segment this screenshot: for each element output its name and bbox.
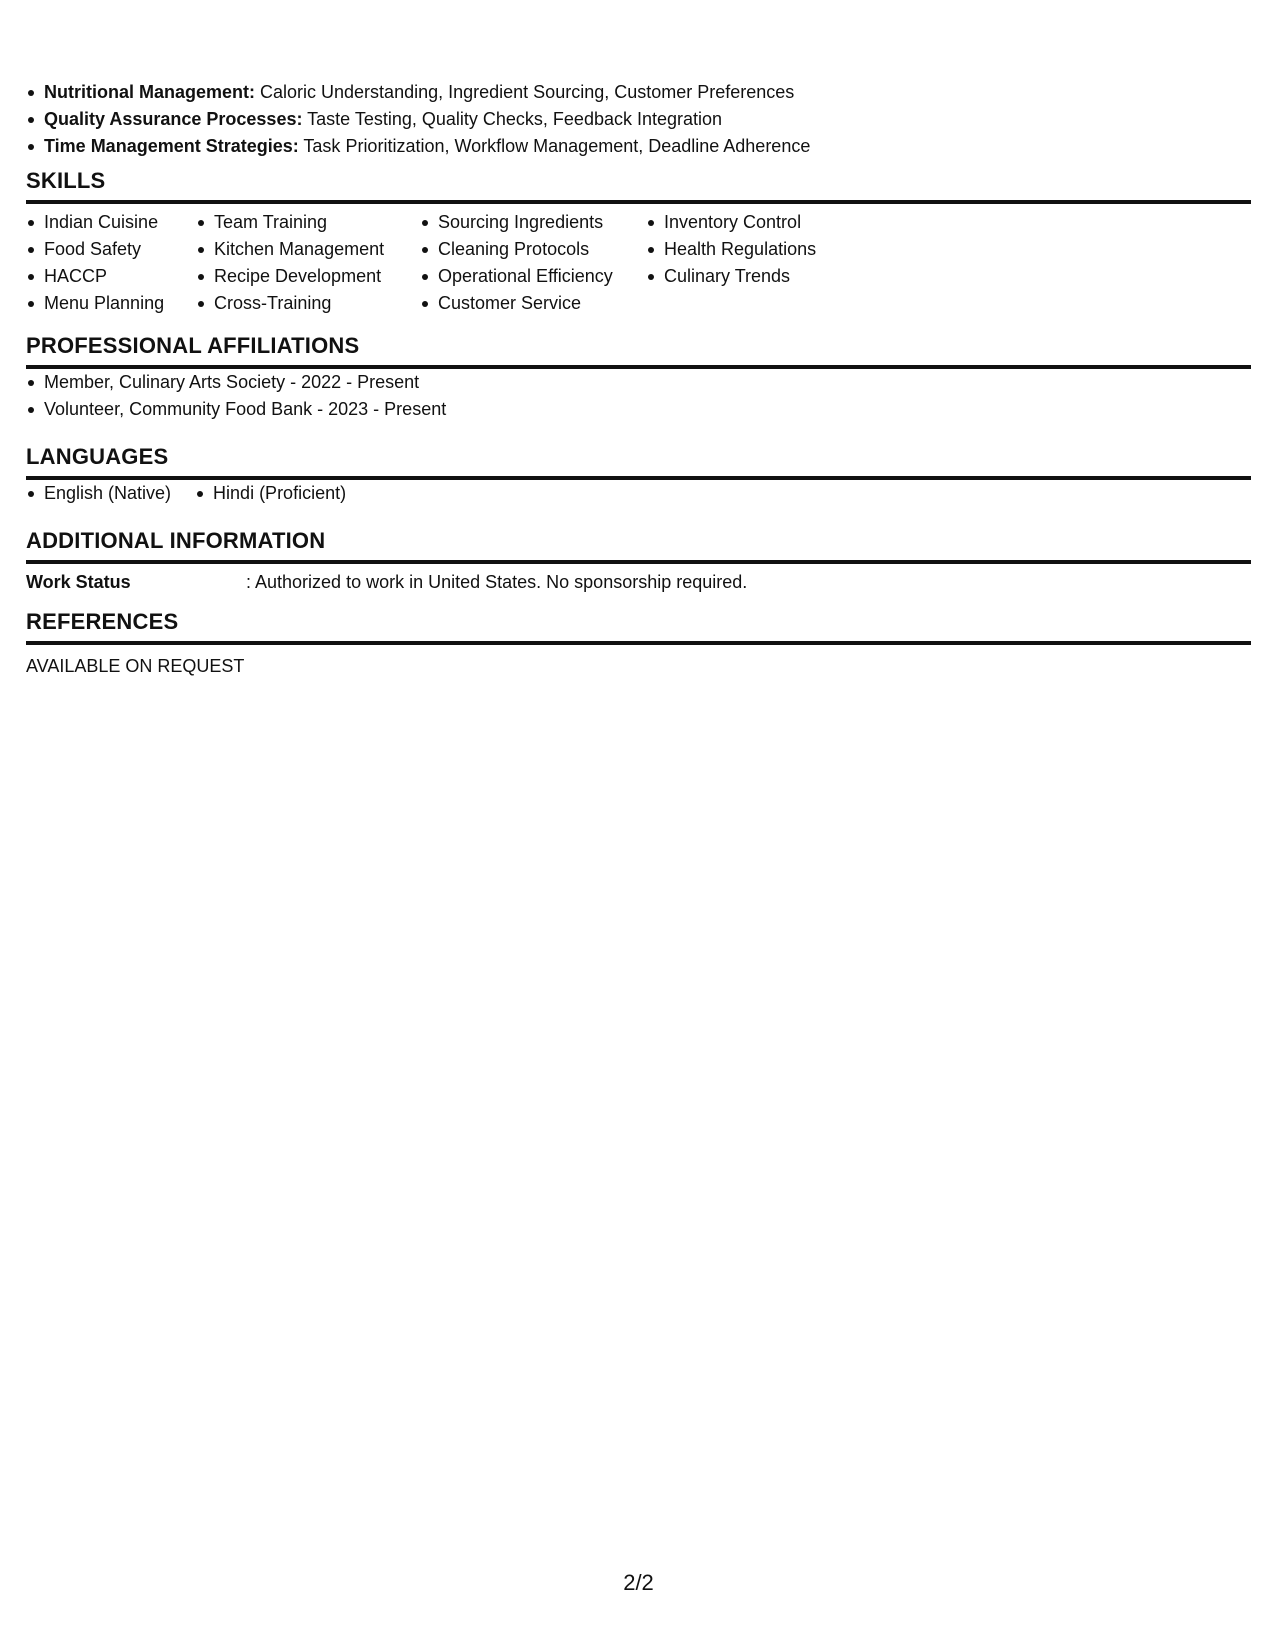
skill-item: Cleaning Protocols — [420, 236, 626, 263]
competency-text: Caloric Understanding, Ingredient Sourcing, Customer Preferences — [255, 82, 795, 102]
languages-list — [26, 480, 1251, 507]
skill-item: Recipe Development — [196, 263, 400, 290]
skills-grid — [26, 204, 1251, 317]
language-item: Hindi (Proficient) — [195, 480, 346, 507]
skills-section — [26, 168, 1251, 317]
skills-column — [420, 209, 626, 317]
references-text: AVAILABLE ON REQUEST — [26, 656, 245, 676]
competency-list — [26, 79, 810, 160]
skill-item: Menu Planning — [26, 290, 176, 317]
additional-info-section — [26, 528, 1251, 596]
resume-page — [26, 0, 1251, 1650]
skill-item: Food Safety — [26, 236, 176, 263]
work-status-value: : Authorized to work in United States. No sponsorship required. — [246, 572, 748, 592]
affiliations-list — [26, 369, 1251, 423]
page-number: 2/2 — [623, 1570, 654, 1595]
skills-column — [646, 209, 846, 317]
skills-column — [196, 209, 400, 317]
references-section — [26, 609, 1251, 680]
language-item: English (Native) — [26, 480, 171, 507]
section-title-affiliations: PROFESSIONAL AFFILIATIONS — [26, 333, 1251, 369]
competency-item — [26, 106, 810, 133]
competency-text: Taste Testing, Quality Checks, Feedback Integration — [302, 109, 723, 129]
competency-label: Nutritional Management: — [44, 82, 256, 102]
skill-item: Cross-Training — [196, 290, 400, 317]
competency-item — [26, 79, 810, 106]
skill-item: Health Regulations — [646, 236, 846, 263]
skill-item: Inventory Control — [646, 209, 846, 236]
section-title-additional-info: ADDITIONAL INFORMATION — [26, 528, 1251, 564]
section-title-references: REFERENCES — [26, 609, 1251, 645]
section-title-languages: LANGUAGES — [26, 444, 1251, 480]
competency-label: Time Management Strategies: — [44, 136, 299, 156]
skill-item: Operational Efficiency — [420, 263, 626, 290]
work-status-label: Work Status — [26, 572, 131, 592]
skill-item: Kitchen Management — [196, 236, 400, 263]
skills-column — [26, 209, 176, 317]
skill-item: Team Training — [196, 209, 400, 236]
competency-text: Task Prioritization, Workflow Management, Deadline Adherence — [298, 136, 811, 156]
competency-item — [26, 133, 810, 160]
affiliation-item: Member, Culinary Arts Society - 2022 - Present — [26, 369, 1251, 396]
work-status-row — [26, 564, 1251, 596]
skill-item: HACCP — [26, 263, 176, 290]
skill-item: Indian Cuisine — [26, 209, 176, 236]
skill-item: Culinary Trends — [646, 263, 846, 290]
languages-section — [26, 444, 1251, 507]
skill-item: Sourcing Ingredients — [420, 209, 626, 236]
skill-item: Customer Service — [420, 290, 626, 317]
affiliation-item: Volunteer, Community Food Bank - 2023 - Present — [26, 396, 1251, 423]
affiliations-section — [26, 333, 1251, 423]
section-title-skills: SKILLS — [26, 168, 1251, 204]
competency-label: Quality Assurance Processes: — [44, 109, 303, 129]
